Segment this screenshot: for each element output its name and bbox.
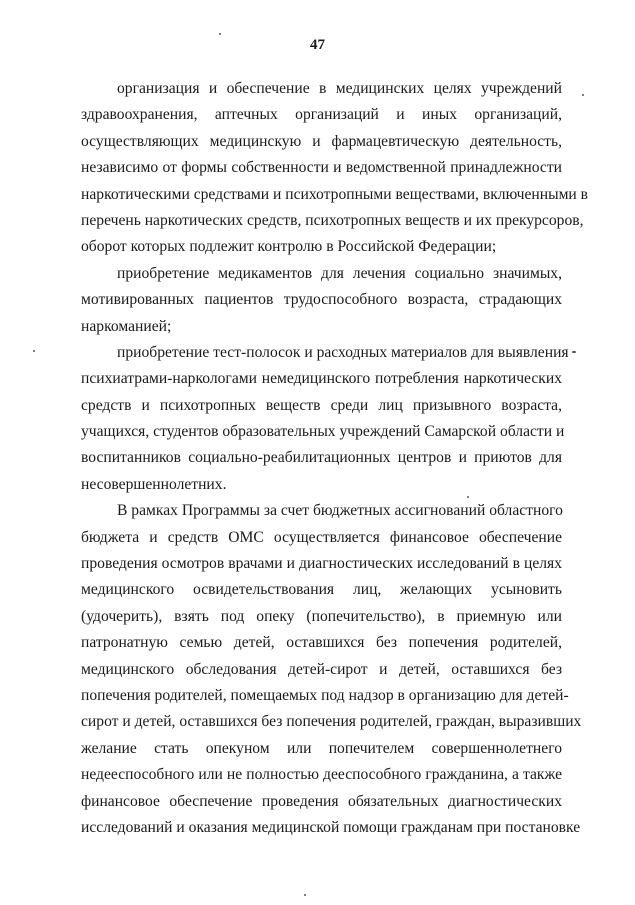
text-line: наркотическими средствами и психотропными веществами, включенными в: [81, 185, 589, 203]
text-line: здравоохранения, аптечных организаций и иных организаций,: [81, 106, 562, 124]
scan-speck: [467, 496, 469, 498]
text-line: приобретение медикаментов для лечения социально значимых,: [117, 264, 562, 282]
text-line: осуществляющих медицинскую и фармацевтическую деятельность,: [81, 132, 562, 150]
page-number: 47: [310, 37, 325, 53]
paragraph-3: [81, 340, 569, 498]
text-line: учащихся, студентов образовательных учреждений Самарской области и: [81, 423, 565, 441]
text-line: средств и психотропных веществ среди лиц призывного возраста,: [81, 396, 562, 414]
scan-speck: [582, 94, 584, 96]
text-line: медицинского обследования детей-сирот и детей, оставшихся без: [81, 660, 562, 678]
text-line: желание стать опекуном или попечителем совершеннолетнего: [81, 739, 562, 757]
text-line: приобретение тест-полосок и расходных материалов для выявления: [117, 343, 569, 361]
text-line: бюджета и средств ОМС осуществляется финансовое обеспечение: [81, 528, 562, 546]
text-line: независимо от формы собственности и ведомственной принадлежности: [81, 159, 562, 177]
paragraph-1: [81, 76, 589, 261]
scan-speck: [572, 351, 576, 353]
text-line: патронатную семью детей, оставшихся без попечения родителей,: [81, 634, 562, 652]
text-line: В рамках Программы за счет бюджетных ассигнований областного: [117, 502, 563, 520]
text-line: медицинского освидетельствования лиц, желающих усыновить: [81, 581, 562, 599]
text-line: проведения осмотров врачами и диагностических исследований в целях: [81, 555, 562, 573]
text-line: перечень наркотических средств, психотропных веществ и их прекурсоров,: [81, 211, 584, 229]
text-line: оборот которых подлежит контролю в Российской Федерации;: [81, 238, 497, 256]
text-line: недееспособного или не полностью дееспособного гражданина, а также: [81, 766, 562, 784]
paragraph-4: [81, 498, 582, 841]
text-line: воспитанников социально-реабилитационных центров и приютов для: [81, 449, 562, 467]
text-line: организация и обеспечение в медицинских целях учреждений: [117, 80, 562, 97]
scan-speck: [33, 350, 35, 352]
scan-speck: [304, 894, 306, 896]
text-line: сирот и детей, оставшихся без попечения родителей, граждан, выразивших: [81, 713, 582, 731]
text-line: исследований и оказания медицинской помощи гражданам при постановке: [81, 818, 581, 836]
text-line: мотивированных пациентов трудоспособного возраста, страдающих: [81, 291, 562, 309]
document-body: [81, 76, 589, 841]
text-line: психиатрами-наркологами немедицинского потребления наркотических: [81, 370, 562, 388]
text-line: попечения родителей, помещаемых под надзор в организацию для детей-: [81, 686, 569, 704]
text-line: наркоманией;: [81, 317, 172, 335]
text-line: (удочерить), взять под опеку (попечительство), в приемную или: [81, 607, 562, 625]
scan-speck: [219, 33, 221, 35]
text-line: несовершеннолетних.: [81, 475, 227, 493]
text-line: финансовое обеспечение проведения обязательных диагностических: [81, 792, 562, 810]
paragraph-2: [81, 261, 562, 340]
